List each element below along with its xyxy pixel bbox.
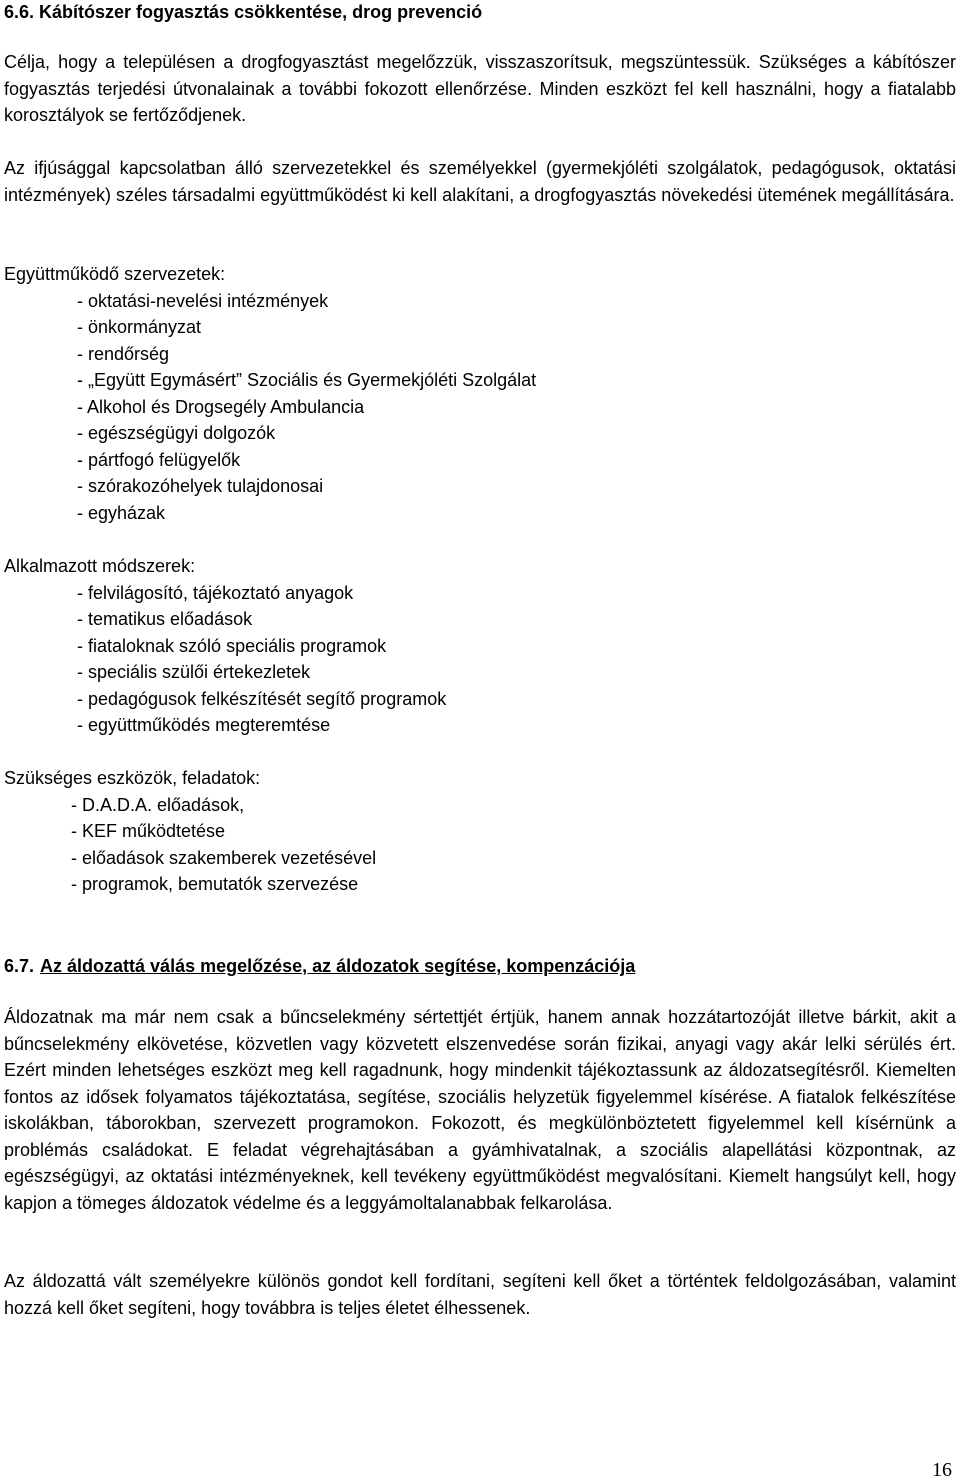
section-6-7-paragraph-1: Áldozatnak ma már nem csak a bűncselekmény sértettjét értjük, hanem annak hozzátartozóját illetve bárkit, akit a bűncselekmény elkövetése, közvetlen vagy közvetett elszenvedése során fizikai, anyagi vagy akár lelki sérülés ért. Ezért minden lehetséges eszközt meg kell ragadnunk, hogy mindenkit tájékoztassunk az áldozatsegítésről. Kiemelten fontos az idősek folyamatos tájékoztatása, segítése, szociális helyzetük figyelemmel kísérése. A fiatalok felkészítése iskolákban, táborokban, szervezett programokon. Fokozott, és megkülönböztetett figyelemmel kell kísérnünk a problémás családokat. E feladat végrehajtásában a gyámhivatalnak, a szociális alapellátási központnak, az egészségügyi, az oktatási intézményeknek, kell tevékeny együttműködést megvalósítani. Kiemelt hangsúlyt kell, hogy kapjon a tömeges áldozatok védelme és a leggyámoltalanabbak felkarolása. — [4, 1007, 956, 1213]
section-6-7-title: Az áldozattá válás megelőzése, az áldozatok segítése, kompenzációja — [40, 956, 636, 976]
methods-list — [4, 580, 956, 739]
list-item: - szórakozóhelyek tulajdonosai — [77, 476, 324, 496]
section-6-7-number: 6.7. — [4, 956, 35, 976]
section-6-7-heading — [4, 954, 635, 978]
section-6-6-paragraph-1: Célja, hogy a településen a drogfogyasztást megelőzzük, visszaszorítsuk, megszüntessük. Szükséges a kábítószer fogyasztás terjedési útvonalainak a további fokozott ellenőrzése. Minden eszközt fel kell használni, hogy a fiatalabb korosztályok se fertőződjenek. — [4, 52, 956, 125]
methods-label: Alkalmazott módszerek: — [4, 556, 196, 576]
list-item: - előadások szakemberek vezetésével — [71, 847, 377, 868]
section-6-6-paragraph-2: Az ifjúsággal kapcsolatban álló szervezetekkel és személyekkel (gyermekjóléti szolgálatok, pedagógusok, oktatási intézmények) széles társadalmi együttműködést ki kell alakítani, a drogfogyasztás növekedési ütemének megállítására. — [4, 158, 956, 205]
list-item: - KEF működtetése — [71, 821, 226, 841]
list-item: - fiataloknak szóló speciális programok — [77, 635, 387, 656]
partners-block — [4, 261, 956, 526]
list-item: - pedagógusok felkészítését segítő programok — [77, 688, 447, 709]
tools-label: Szükséges eszközök, feladatok: — [4, 768, 261, 788]
list-item: - együttműködés megteremtése — [77, 715, 331, 735]
list-item: - pártfogó felügyelők — [77, 449, 241, 470]
list-item: - programok, bemutatók szervezése — [71, 874, 359, 894]
section-6-6-heading: 6.6. Kábítószer fogyasztás csökkentése, drog prevenció — [4, 2, 483, 22]
section-6-7-paragraph-2: Az áldozattá vált személyekre különös gondot kell fordítani, segíteni kell őket a történtek feldolgozásában, valamint hozzá kell őket segíteni, hogy továbbra is teljes életet élhessenek. — [4, 1271, 956, 1318]
list-item: - Alkohol és Drogsegély Ambulancia — [77, 396, 365, 417]
list-item: - önkormányzat — [77, 317, 202, 337]
list-item: - egészségügyi dolgozók — [77, 423, 276, 443]
list-item: - felvilágosító, tájékoztató anyagok — [77, 582, 354, 603]
tools-block — [4, 765, 956, 898]
list-item: - rendőrség — [77, 343, 170, 364]
list-item: - tematikus előadások — [77, 609, 253, 629]
partners-label: Együttműködő szervezetek: — [4, 264, 226, 284]
tools-list — [4, 792, 956, 898]
list-item: - speciális szülői értekezletek — [77, 662, 311, 682]
methods-block — [4, 553, 956, 739]
list-item: - D.A.D.A. előadások, — [71, 794, 245, 815]
page-number: 16 — [932, 1459, 952, 1481]
partners-list — [4, 288, 956, 527]
list-item: - oktatási-nevelési intézmények — [77, 290, 329, 311]
list-item: - egyházak — [77, 502, 166, 523]
list-item: - „Együtt Egymásért” Szociális és Gyermekjóléti Szolgálat — [77, 370, 537, 390]
